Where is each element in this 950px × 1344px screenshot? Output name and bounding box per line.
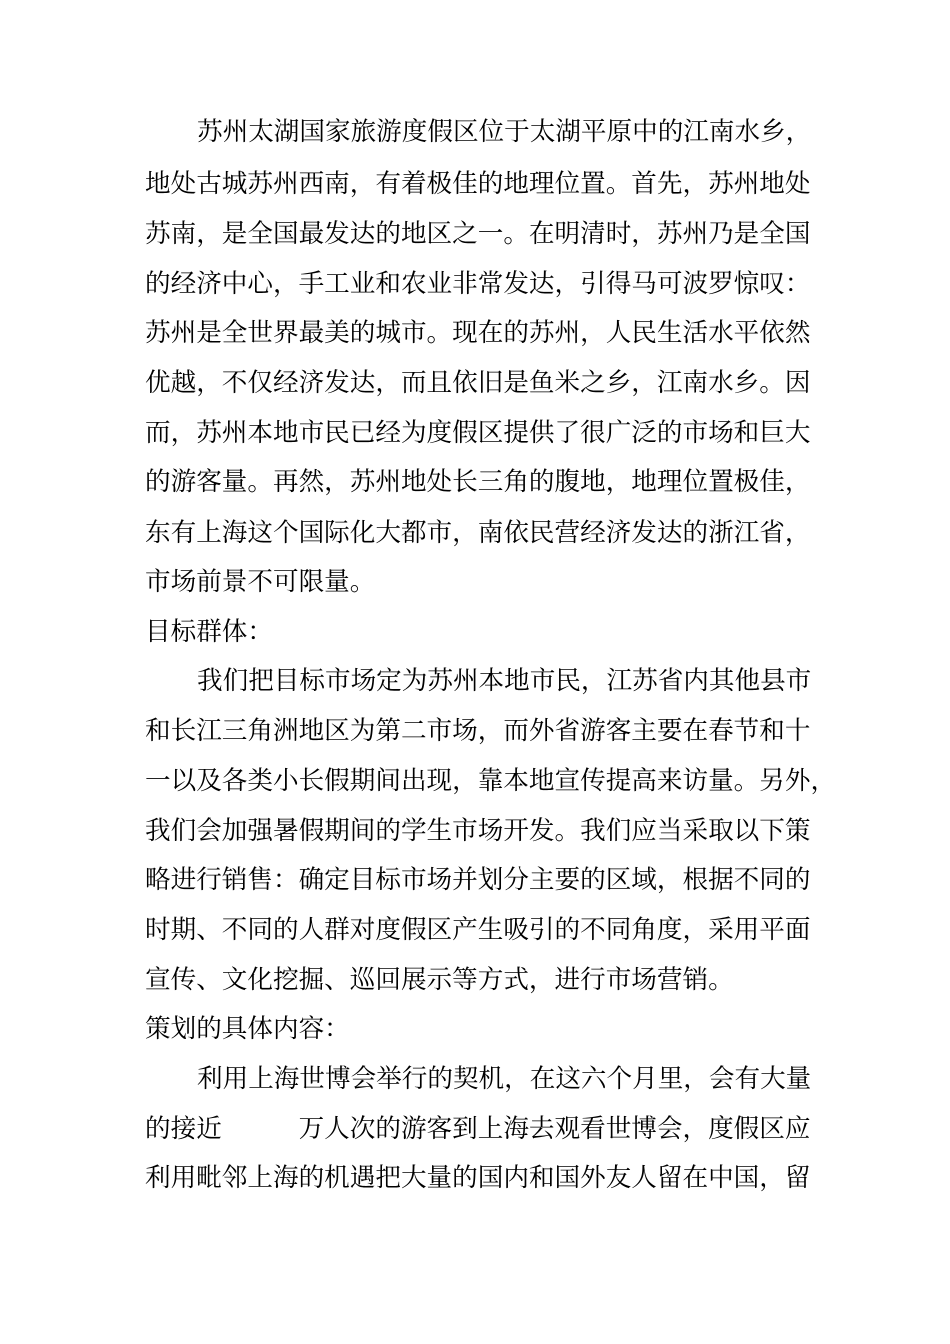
paragraph-3-line: 利用上海世博会举行的契机，在这六个月里，会有大量	[197, 1064, 812, 1094]
paragraph-1-line: 的游客量。再然，苏州地处长三角的腹地，地理位置极佳，	[145, 467, 811, 497]
paragraph-1-line: 苏州是全世界最美的城市。现在的苏州，人民生活水平依然	[145, 318, 811, 348]
paragraph-2-line: 时期、不同的人群对度假区产生吸引的不同角度，采用平面	[145, 915, 811, 945]
paragraph-2-line: 一以及各类小长假期间出现，靠本地宣传提高来访量。另外，	[145, 766, 837, 796]
paragraph-2-line: 我们会加强暑假期间的学生市场开发。我们应当采取以下策	[145, 816, 811, 846]
paragraph-1-line: 地处古城苏州西南，有着极佳的地理位置。首先，苏州地处	[145, 169, 811, 199]
paragraph-2-line: 和长江三角洲地区为第二市场，而外省游客主要在春节和十	[145, 716, 811, 746]
paragraph-2-line: 我们把目标市场定为苏州本地市民，江苏省内其他县市	[197, 666, 812, 696]
paragraph-2-line: 略进行销售：确定目标市场并划分主要的区域，根据不同的	[145, 865, 811, 895]
section-heading-plan-content: 策划的具体内容：	[145, 1014, 350, 1044]
paragraph-1-line: 优越，不仅经济发达，而且依旧是鱼米之乡，江南水乡。因	[145, 368, 811, 398]
paragraph-3-line: 的接近 万人次的游客到上海去观看世博会，度假区应	[145, 1114, 811, 1144]
paragraph-1-line: 苏州太湖国家旅游度假区位于太湖平原中的江南水乡，	[197, 117, 812, 147]
paragraph-1-line: 市场前景不可限量。	[145, 567, 376, 597]
paragraph-1-line: 而，苏州本地市民已经为度假区提供了很广泛的市场和巨大	[145, 418, 811, 448]
paragraph-1-line: 苏南，是全国最发达的地区之一。在明清时，苏州乃是全国	[145, 219, 811, 249]
section-heading-target-group: 目标群体：	[145, 617, 273, 647]
paragraph-3-line: 利用毗邻上海的机遇把大量的国内和国外友人留在中国，留	[145, 1163, 811, 1193]
paragraph-2-line: 宣传、文化挖掘、巡回展示等方式，进行市场营销。	[145, 965, 734, 995]
paragraph-1-line: 的经济中心，手工业和农业非常发达，引得马可波罗惊叹：	[145, 269, 811, 299]
paragraph-1-line: 东有上海这个国际化大都市，南依民营经济发达的浙江省，	[145, 518, 811, 548]
